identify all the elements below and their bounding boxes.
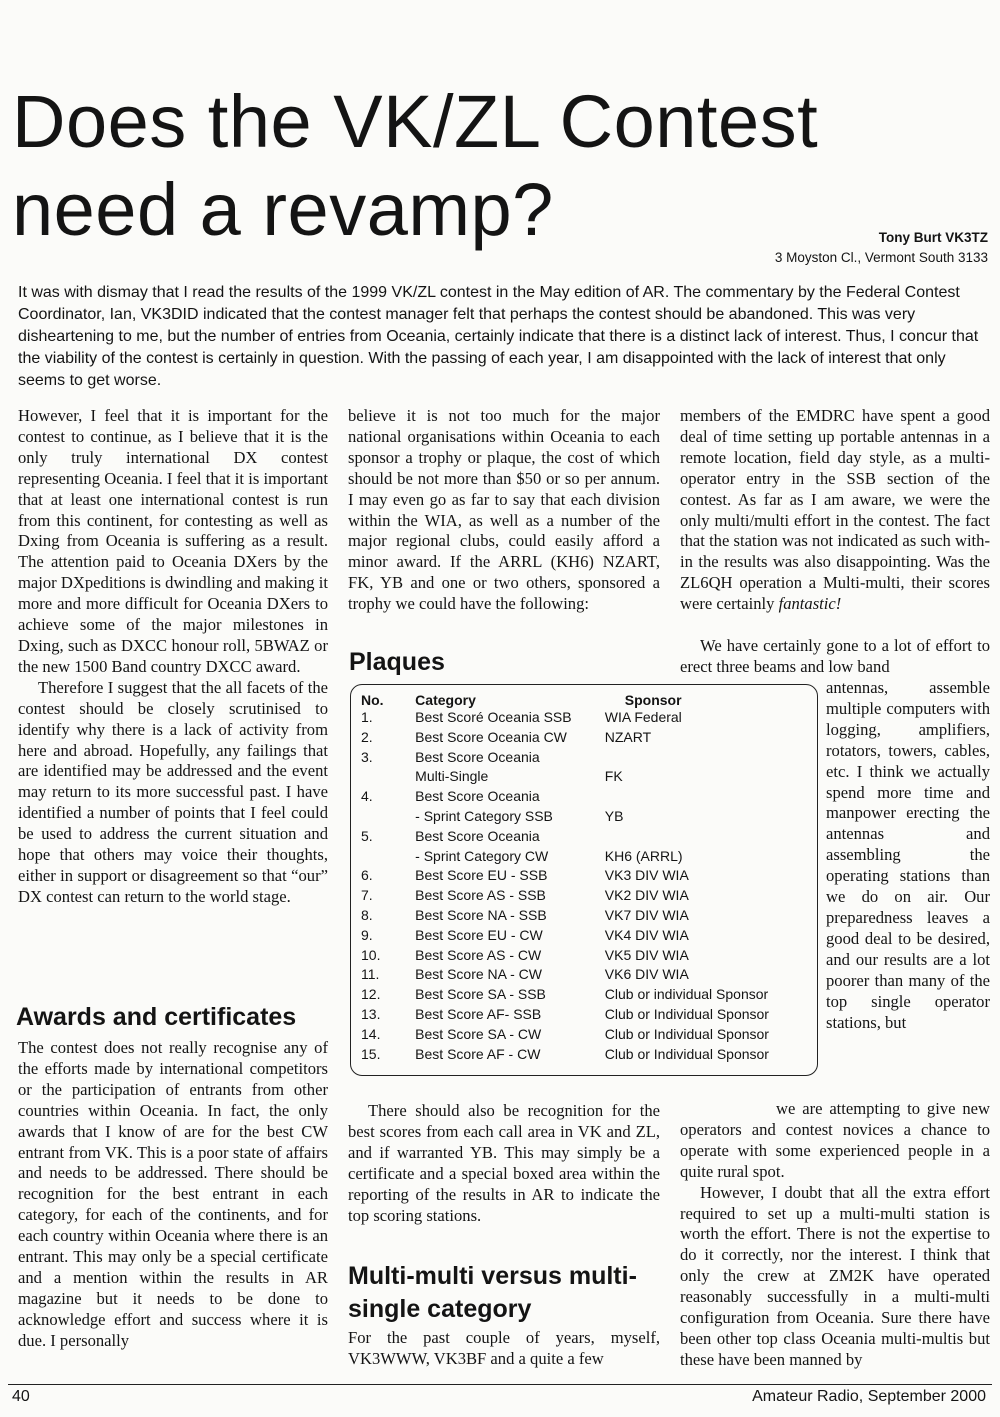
cell-no: 8. xyxy=(361,906,373,923)
column-2 xyxy=(348,406,660,615)
cell-sponsor: FK xyxy=(604,768,623,785)
cell-category: Best Score Oceania xyxy=(415,827,540,844)
cell-sponsor: VK4 DIV WIA xyxy=(604,926,689,943)
cell-no xyxy=(355,768,415,788)
table-row xyxy=(355,1046,817,1066)
column-1 xyxy=(18,406,328,908)
table-row xyxy=(355,709,817,729)
cell-no: 9. xyxy=(361,926,373,943)
cell-category: - Sprint Category SSB xyxy=(415,807,553,824)
table-row xyxy=(355,1026,817,1046)
intro-paragraph: It was with dismay that I read the results of the 1999 VK/ZL contest in the May edition of AR. The commentary by the Federal Contest Coordinator, Ian, VK3DID indicated that the contest manager felt that perhaps the contest should be abandoned. This was very disheartening to me, but the number of entries from Oceania, certainly indicate that there is a distinct lack of interest. Thus, I concur that the viability of the contest is certainly in question. With the passing of each year, I am disappointed with the lack of interest that only seems to get worse. xyxy=(18,284,979,389)
col3-emphasis: fantastic! xyxy=(778,594,842,614)
cell-no: 11. xyxy=(361,966,380,983)
article-title: Does the VK/ZL Contest need a revamp? xyxy=(12,80,819,251)
cell-category: - Sprint Category CW xyxy=(415,847,549,864)
col1-paragraph-3: The contest does not really recognise any of the efforts made by international competitors or the participation of entrants from other countries within Oceania. In fact, the only awards that I know of are for the best CW entrant from VK. This is a poor state of affairs and needs to be addressed. There should be recognition for the best entrant in each category, for each of the continents, and for each country within Oceania where there is an entrant. This may only be a special certificate and a mention within the results in AR magazine but it needs to be done to acknowledge effort and success where it is due. I personally xyxy=(18,1038,328,1350)
byline xyxy=(775,228,988,268)
cell-category: Best Score AS - CW xyxy=(415,946,542,963)
column-header-sponsor: Sponsor xyxy=(624,691,682,708)
cell-category: Best Score Oceania xyxy=(415,788,540,805)
column-header-category: Category xyxy=(415,691,476,708)
col1-paragraph-2: Therefore I suggest that the all facets of the contest should be closely scrutinised to identify why there is a lack of activity from here and abroad. Hopefully, any failings that are identified may be addressed and the event may return to its more successful past. I have identified a number of points that I feel could be used to address the current situation and hope that others may voice their thoughts, either in support or disagreement so that “our” DX contest can return to the world stage. xyxy=(18,677,328,906)
cell-sponsor: Club or individual Sponsor xyxy=(604,986,769,1003)
table-row xyxy=(355,986,817,1006)
cell-category: Best Score EU - CW xyxy=(415,926,543,943)
col2-paragraph-3: For the past couple of years, myself, VK3WWW, VK3BF and a quite a few xyxy=(348,1328,660,1368)
cell-sponsor: NZART xyxy=(604,728,652,745)
cell-category: Best Score AF - CW xyxy=(415,1045,541,1062)
page-number: 40 xyxy=(12,1388,30,1405)
table-row xyxy=(355,848,817,868)
table-row xyxy=(355,729,817,749)
col3-paragraph-3: However, I doubt that all the extra effort required to set up a multi-multi station is worth the effort. There is not the expertise to do it correctly, nor the interest. I think that only the crew at ZM2K have operated reasonably successfully in a multi-multi configuration from Oceania. Sure there have been other top class Oceania multi-multis but these have been manned by xyxy=(680,1182,990,1369)
table-row xyxy=(355,947,817,967)
cell-no: 2. xyxy=(361,728,373,745)
cell-sponsor: VK7 DIV WIA xyxy=(604,906,689,923)
plaques-table-box xyxy=(350,684,818,1076)
column-header-no: No. xyxy=(361,691,384,708)
cell-category: Best Scoré Oceania SSB xyxy=(415,709,572,725)
cell-category: Best Score SA - CW xyxy=(415,1025,542,1042)
plaques-table-header xyxy=(355,690,817,709)
cell-no: 3. xyxy=(361,748,373,765)
author-address: 3 Moyston Cl., Vermont South 3133 xyxy=(774,250,988,265)
cell-sponsor: WIA Federal xyxy=(604,709,682,725)
cell-no: 14. xyxy=(361,1025,381,1042)
table-row xyxy=(355,867,817,887)
cell-no: 7. xyxy=(361,887,373,904)
cell-no: 12. xyxy=(361,986,381,1003)
table-row xyxy=(355,768,817,788)
col3-paragraph-1-text: members of the EMDRC have spent a good deal of time setting up portable antennas in a remote location, field day style, as a multi-operator entry in the SSB section of the contest. As far as I am aware, we were the only multi/multi effort in the contest. The fact that the station was not indicated as such with-in the results was also disappointing. Was the ZL6QH operation a Multi-multi, their scores were certainly xyxy=(680,406,990,614)
cell-sponsor: Club or Individual Sponsor xyxy=(604,1005,769,1022)
cell-sponsor: VK6 DIV WIA xyxy=(604,966,689,983)
cell-sponsor: VK3 DIV WIA xyxy=(604,867,689,884)
cell-category: Best Score EU - SSB xyxy=(415,867,548,884)
table-row xyxy=(355,828,817,848)
cell-no: 4. xyxy=(361,788,373,805)
cell-no: 15. xyxy=(361,1045,381,1062)
cell-sponsor xyxy=(605,788,817,808)
cell-sponsor: VK2 DIV WIA xyxy=(604,887,689,904)
table-row xyxy=(355,966,817,986)
plaques-heading: Plaques xyxy=(349,648,445,676)
cell-no: 1. xyxy=(361,709,373,725)
cell-category: Best Score NA - CW xyxy=(415,966,542,983)
table-row xyxy=(355,927,817,947)
cell-no: 13. xyxy=(361,1005,381,1022)
cell-no: 6. xyxy=(361,867,373,884)
cell-sponsor: YB xyxy=(604,807,624,824)
cell-sponsor: KH6 (ARRL) xyxy=(604,847,683,864)
cell-no: 10. xyxy=(361,946,381,963)
cell-no xyxy=(355,808,415,828)
col3-paragraph-2-lead: We have certainly gone to a lot of effort to erect three beams and low band xyxy=(680,636,990,676)
cell-category: Best Score AF- SSB xyxy=(415,1005,542,1022)
cell-sponsor xyxy=(605,749,817,769)
col1-paragraph-1: However, I feel that it is important for the contest to continue, as I believe that it is the only truly international DX contest representing Oceania. I feel that it is important that at least one international contest is run from this continent, for contesting as well as Dxing from Oceania is suffering as a result. The attention paid to Oceania DXers by the major DXpeditions is dwindling and making it more and more difficult for Oceania DXers to achieve some of the major milestones in Dxing, such as DXCC honour roll, 5BWAZ or the new 1500 Band country DXCC award. xyxy=(18,406,328,676)
cell-category: Best Score Oceania CW xyxy=(415,728,567,745)
cell-category: Best Score NA - SSB xyxy=(415,906,547,923)
cell-sponsor xyxy=(605,828,817,848)
cell-sponsor: VK5 DIV WIA xyxy=(604,946,689,963)
table-row xyxy=(355,808,817,828)
plaques-table xyxy=(355,690,817,1065)
cell-category: Multi-Single xyxy=(415,768,489,785)
magazine-footer: Amateur Radio, September 2000 xyxy=(752,1388,986,1405)
table-row xyxy=(355,1006,817,1026)
cell-sponsor: Club or Individual Sponsor xyxy=(604,1025,769,1042)
table-row xyxy=(355,887,817,907)
col3-paragraph-1 xyxy=(680,406,990,615)
col3-paragraph-2-wrap: antennas, assemble multiple computers with logging, amplifiers, rotators, towers, cables, etc. I think we actually spend more time and manpower erecting the antennas and assembling the operating stations than we do on air. Our preparedness leaves a good deal to be desired, and our results are a lot poorer than many of the top single operator stations, but xyxy=(826,678,990,1032)
col2-paragraph-1: believe it is not too much for the major national organisations within Oceania to each sponsor a trophy or plaque, the cost of which should be not more than $50 or so per annum. I may even go as far to say that each division within the WIA, as well as a number of the major regional clubs, could easily afford a minor award. If the ARRL (KH6) NZART, FK, YB and one or two others, sponsored a trophy we could have the following: xyxy=(348,406,660,614)
awards-heading: Awards and certificates xyxy=(16,1003,297,1031)
table-row xyxy=(355,907,817,927)
multi-heading: Multi-multi versus multi-single category xyxy=(348,1262,637,1323)
table-row xyxy=(355,749,817,769)
cell-category: Best Score AS - SSB xyxy=(415,887,546,904)
cell-no: 5. xyxy=(361,827,373,844)
col2-paragraph-2: There should also be recognition for the best scores from each call area in VK and ZL, and if warranted YB. This may simply be a certificate and a special boxed area within the reporting of the results in AR to indicate the top scoring stations. xyxy=(348,1101,660,1225)
cell-category: Best Score SA - SSB xyxy=(415,986,546,1003)
footer-rule xyxy=(8,1384,992,1385)
col3-bottom xyxy=(680,1099,990,1371)
col3-paragraph-2-tail: we are attempting to give new operators and contest novices a chance to operate with some experienced people in a quite rural spot. xyxy=(680,1099,990,1181)
table-row xyxy=(355,788,817,808)
cell-no xyxy=(355,848,415,868)
cell-category: Best Score Oceania xyxy=(415,748,540,765)
cell-sponsor: Club or Individual Sponsor xyxy=(604,1045,769,1062)
author-name: Tony Burt VK3TZ xyxy=(878,230,988,245)
